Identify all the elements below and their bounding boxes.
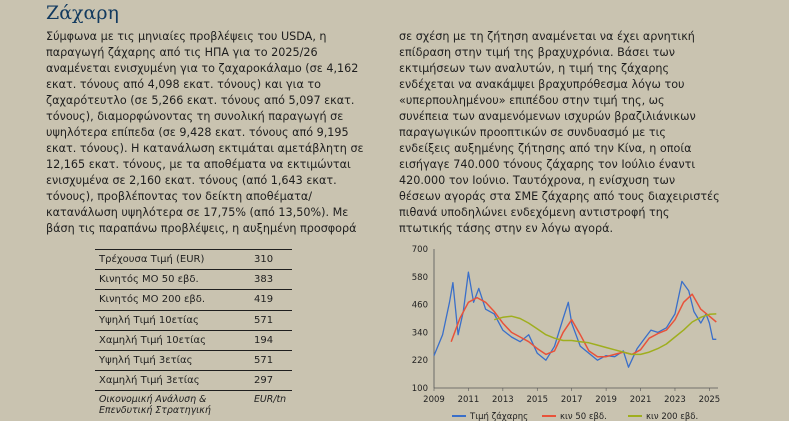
row-value: 571: [250, 350, 292, 370]
text-line: εκτιμήσεων των αναλυτών, η τιμή της ζάχαρης: [399, 62, 670, 75]
row-label: Υψηλή Τιμή 10ετίας: [95, 310, 250, 330]
text-line: αναμένεται ενισχυμένη για το ζαχαροκάλαμο (σε 4,162: [46, 62, 359, 75]
table-footer: [95, 391, 292, 417]
unit-note: EUR/tn: [254, 394, 287, 406]
text-line: συνέπεια των αναμενόμενων ισχυρών βραζιλιάνικων: [399, 110, 696, 123]
body-text-right: [399, 29, 720, 237]
row-value: 194: [250, 330, 292, 350]
series-line: [434, 272, 716, 367]
x-tick-label: 2023: [664, 395, 686, 405]
row-label: Κινητός ΜΟ 50 εβδ.: [95, 270, 250, 290]
x-tick-label: 2009: [423, 395, 445, 405]
text-line: ενισχυμένα σε 2,160 εκατ. τόνους (από 1,643 εκατ.: [46, 174, 337, 187]
row-label: Χαμηλή Τιμή 10ετίας: [95, 330, 250, 350]
text-line: βάση τις παραπάνω προβλέψεις, η αυξημένη προσφορά: [46, 222, 357, 235]
y-tick-label: 100: [411, 384, 428, 394]
text-line: παραγωγή ζάχαρης από τις ΗΠΑ για το 2025/26: [46, 46, 318, 59]
text-line: ενδέχεται να ανακάμψει βραχυπρόθεσμα λόγω του: [399, 78, 685, 91]
text-line: 12,165 εκατ. τόνους, με τα αποθέματα να εκτιμώνται: [46, 158, 351, 171]
legend-label: κιν 50 εβδ.: [560, 412, 607, 421]
text-line: πιθανά υποδηλώνει ενδεχόμενη αντιστροφή της: [399, 206, 670, 219]
text-line: πτωτικής τάσης στην εν λόγω αγορά.: [399, 222, 614, 235]
table-row: [95, 270, 292, 290]
section-title: Ζάχαρη: [46, 2, 119, 24]
text-line: τόνους), προβλέποντας τον δείκτη αποθέματα/: [46, 190, 312, 203]
row-value: 310: [250, 250, 292, 270]
table-row: [95, 350, 292, 370]
row-label: Υψηλή Τιμή 3ετίας: [95, 350, 250, 370]
y-tick-label: 340: [411, 328, 428, 339]
x-tick-label: 2011: [457, 395, 480, 405]
row-value: 571: [250, 310, 292, 330]
x-tick-label: 2021: [629, 395, 652, 405]
y-tick-label: 580: [411, 272, 428, 283]
x-tick-label: 2015: [526, 395, 549, 405]
row-label: Κινητός ΜΟ 200 εβδ.: [95, 290, 250, 310]
series-line: [494, 314, 716, 355]
x-tick-label: 2019: [595, 395, 617, 405]
text-line: ενδείξεις αυξημένης ζήτησης από την Κίνα, η οποία: [399, 142, 692, 155]
x-tick-label: 2013: [492, 395, 514, 405]
y-tick-label: 460: [411, 300, 428, 311]
text-line: εκατ. τόνους από 4,098 εκατ. τόνους) και για το: [46, 78, 321, 91]
text-line: υψηλότερα επίπεδα (σε 9,428 εκατ. τόνους από 9,195: [46, 126, 349, 139]
source-line: Οικονομική Ανάλυση &: [99, 394, 207, 406]
row-value: 297: [250, 371, 292, 391]
row-value: 419: [250, 290, 292, 310]
row-label: Χαμηλή Τιμή 3ετίας: [95, 371, 250, 391]
text-line: κατανάλωση υψηλότερα σε 17,75% (από 13,50%). Με: [46, 206, 349, 219]
table-row: [95, 290, 292, 310]
text-line: επίδραση στην τιμή της βραχυχρόνια. Βάσει των: [399, 46, 675, 59]
sugar-price-chart: [400, 240, 780, 421]
legend-label: κιν 200 εβδ.: [646, 412, 699, 421]
text-line: ζαχαρότευτλο (σε 5,266 εκατ. τόνους από 5,097 εκατ.: [46, 94, 355, 107]
row-label: Τρέχουσα Τιμή (EUR): [95, 250, 250, 270]
text-line: «υπερπουλημένου» επιπέδου στην τιμή της, ως: [399, 94, 665, 107]
text-line: 420.000 τον Ιούνιο. Ταυτόχρονα, η ενίσχυση των: [399, 174, 676, 187]
y-tick-label: 220: [411, 356, 428, 367]
text-line: εισήγαγε 740.000 τόνους ζάχαρης τον Ιούλιο έναντι: [399, 158, 696, 171]
text-line: σε σχέση με τη ζήτηση αναμένεται να έχει αρνητική: [399, 30, 695, 43]
text-line: Σύμφωνα με τις μηνιαίες προβλέψεις του USDA, η: [46, 30, 327, 43]
text-line: παραγωγικών προοπτικών σε συνδυασμό με τις: [399, 126, 666, 139]
price-stats-table: [95, 249, 292, 416]
table-row: [95, 310, 292, 330]
source-note: [95, 391, 250, 417]
table-row: [95, 371, 292, 391]
table-row: [95, 330, 292, 350]
x-tick-label: 2017: [560, 395, 583, 405]
text-line: τόνους), διαμορφώνοντας τη συνολική παραγωγή σε: [46, 110, 344, 123]
body-text-left: [46, 29, 364, 237]
x-tick-label: 2025: [698, 395, 721, 405]
row-value: 383: [250, 270, 292, 290]
y-tick-label: 700: [411, 245, 428, 255]
table-row: [95, 250, 292, 270]
source-line: Επενδυτική Στρατηγική: [99, 405, 211, 417]
legend-label: Τιμή ζάχαρης: [470, 412, 529, 421]
text-line: εκατ. τόνους). Η κατανάλωση εκτιμάται αμετάβλητη σε: [46, 142, 364, 155]
text-line: θέσεων αγοράς στα ΣΜΕ ζάχαρης από τους διαχειριστές: [399, 190, 720, 203]
